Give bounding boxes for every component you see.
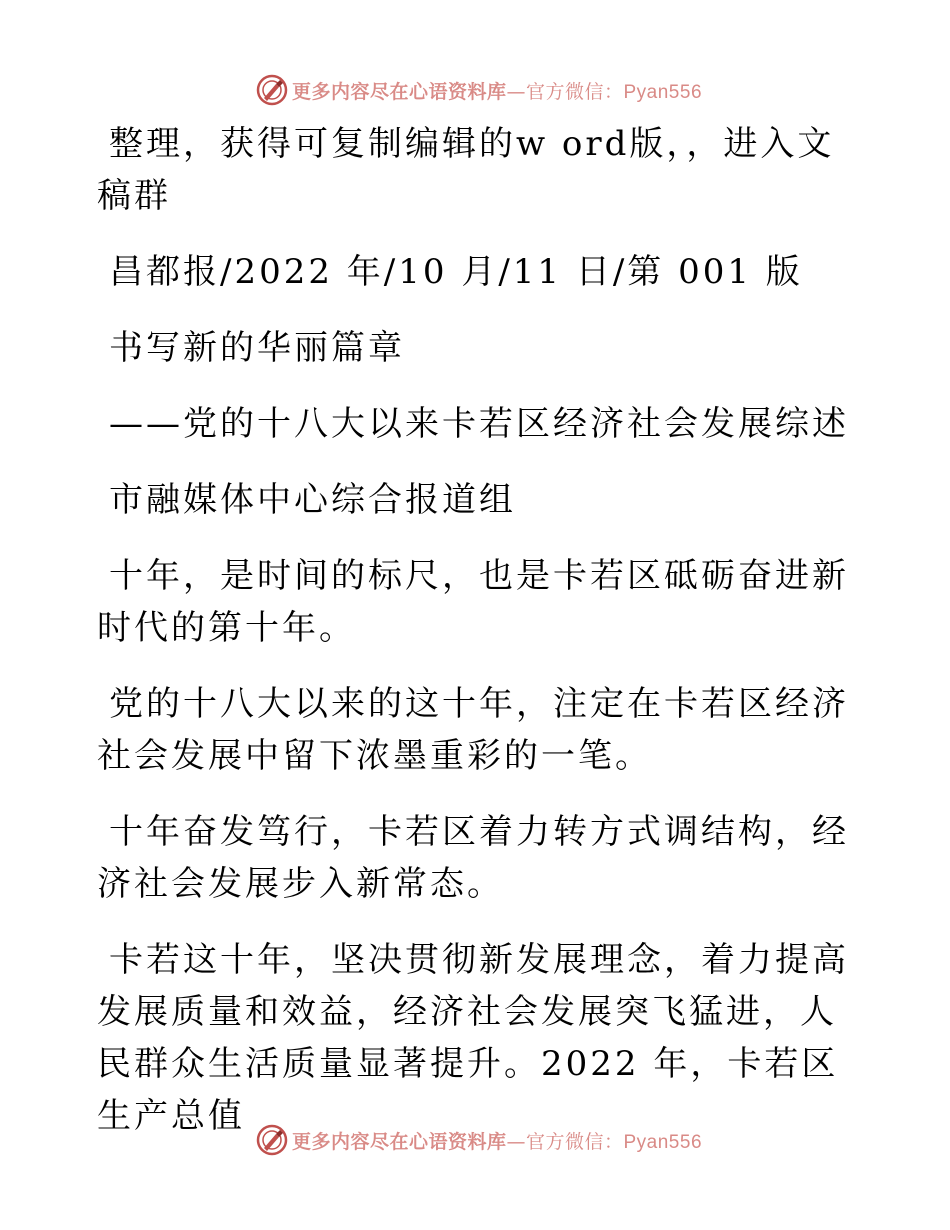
watermark-text xyxy=(292,1127,702,1154)
article-byline: 市融媒体中心综合报道组 xyxy=(109,480,516,520)
watermark-separator: —官方微信： xyxy=(506,1130,624,1153)
paragraph-body-2: 党的十八大以来的这十年，注定在卡若区经济社会发展中留下浓墨重彩的一笔。 xyxy=(97,684,849,776)
watermark-title: 更多内容尽在心语资料库 xyxy=(291,1130,507,1153)
article-title: 书写新的华丽篇章 xyxy=(109,328,405,368)
paragraph-body-4: 卡若这十年，坚决贯彻新发展理念，着力提高发展质量和效益，经济社会发展突飞猛进，人民群众生活质量显著提升。2022 年，卡若区生产总值 xyxy=(97,940,849,1136)
paragraph-body-1: 十年，是时间的标尺，也是卡若区砥砺奋进新时代的第十年。 xyxy=(97,556,849,648)
pen-seal-logo-icon xyxy=(256,1124,288,1156)
paragraph-intro: 整理，获得可复制编辑的w ord版，，进入文稿群 xyxy=(97,124,835,216)
paragraph-body-3: 十年奋发笃行，卡若区着力转方式调结构，经济社会发展步入新常态。 xyxy=(97,812,849,904)
article-subtitle: ——党的十八大以来卡若区经济社会发展综述 xyxy=(109,404,849,444)
watermark-text xyxy=(292,77,702,104)
watermark-separator: —官方微信： xyxy=(506,80,624,103)
footer-watermark xyxy=(256,1124,702,1156)
paragraph-source: 昌都报/2022 年/10 月/11 日/第 001 版 xyxy=(109,252,803,292)
watermark-account-id: Pyan556 xyxy=(623,1131,703,1153)
document-body xyxy=(97,118,857,1166)
watermark-title: 更多内容尽在心语资料库 xyxy=(291,80,507,103)
pen-seal-logo-icon xyxy=(256,74,288,106)
watermark-account-id: Pyan556 xyxy=(623,81,703,103)
header-watermark xyxy=(256,74,702,106)
header-watermark-banner xyxy=(0,70,950,110)
footer-watermark-banner xyxy=(0,1120,950,1160)
